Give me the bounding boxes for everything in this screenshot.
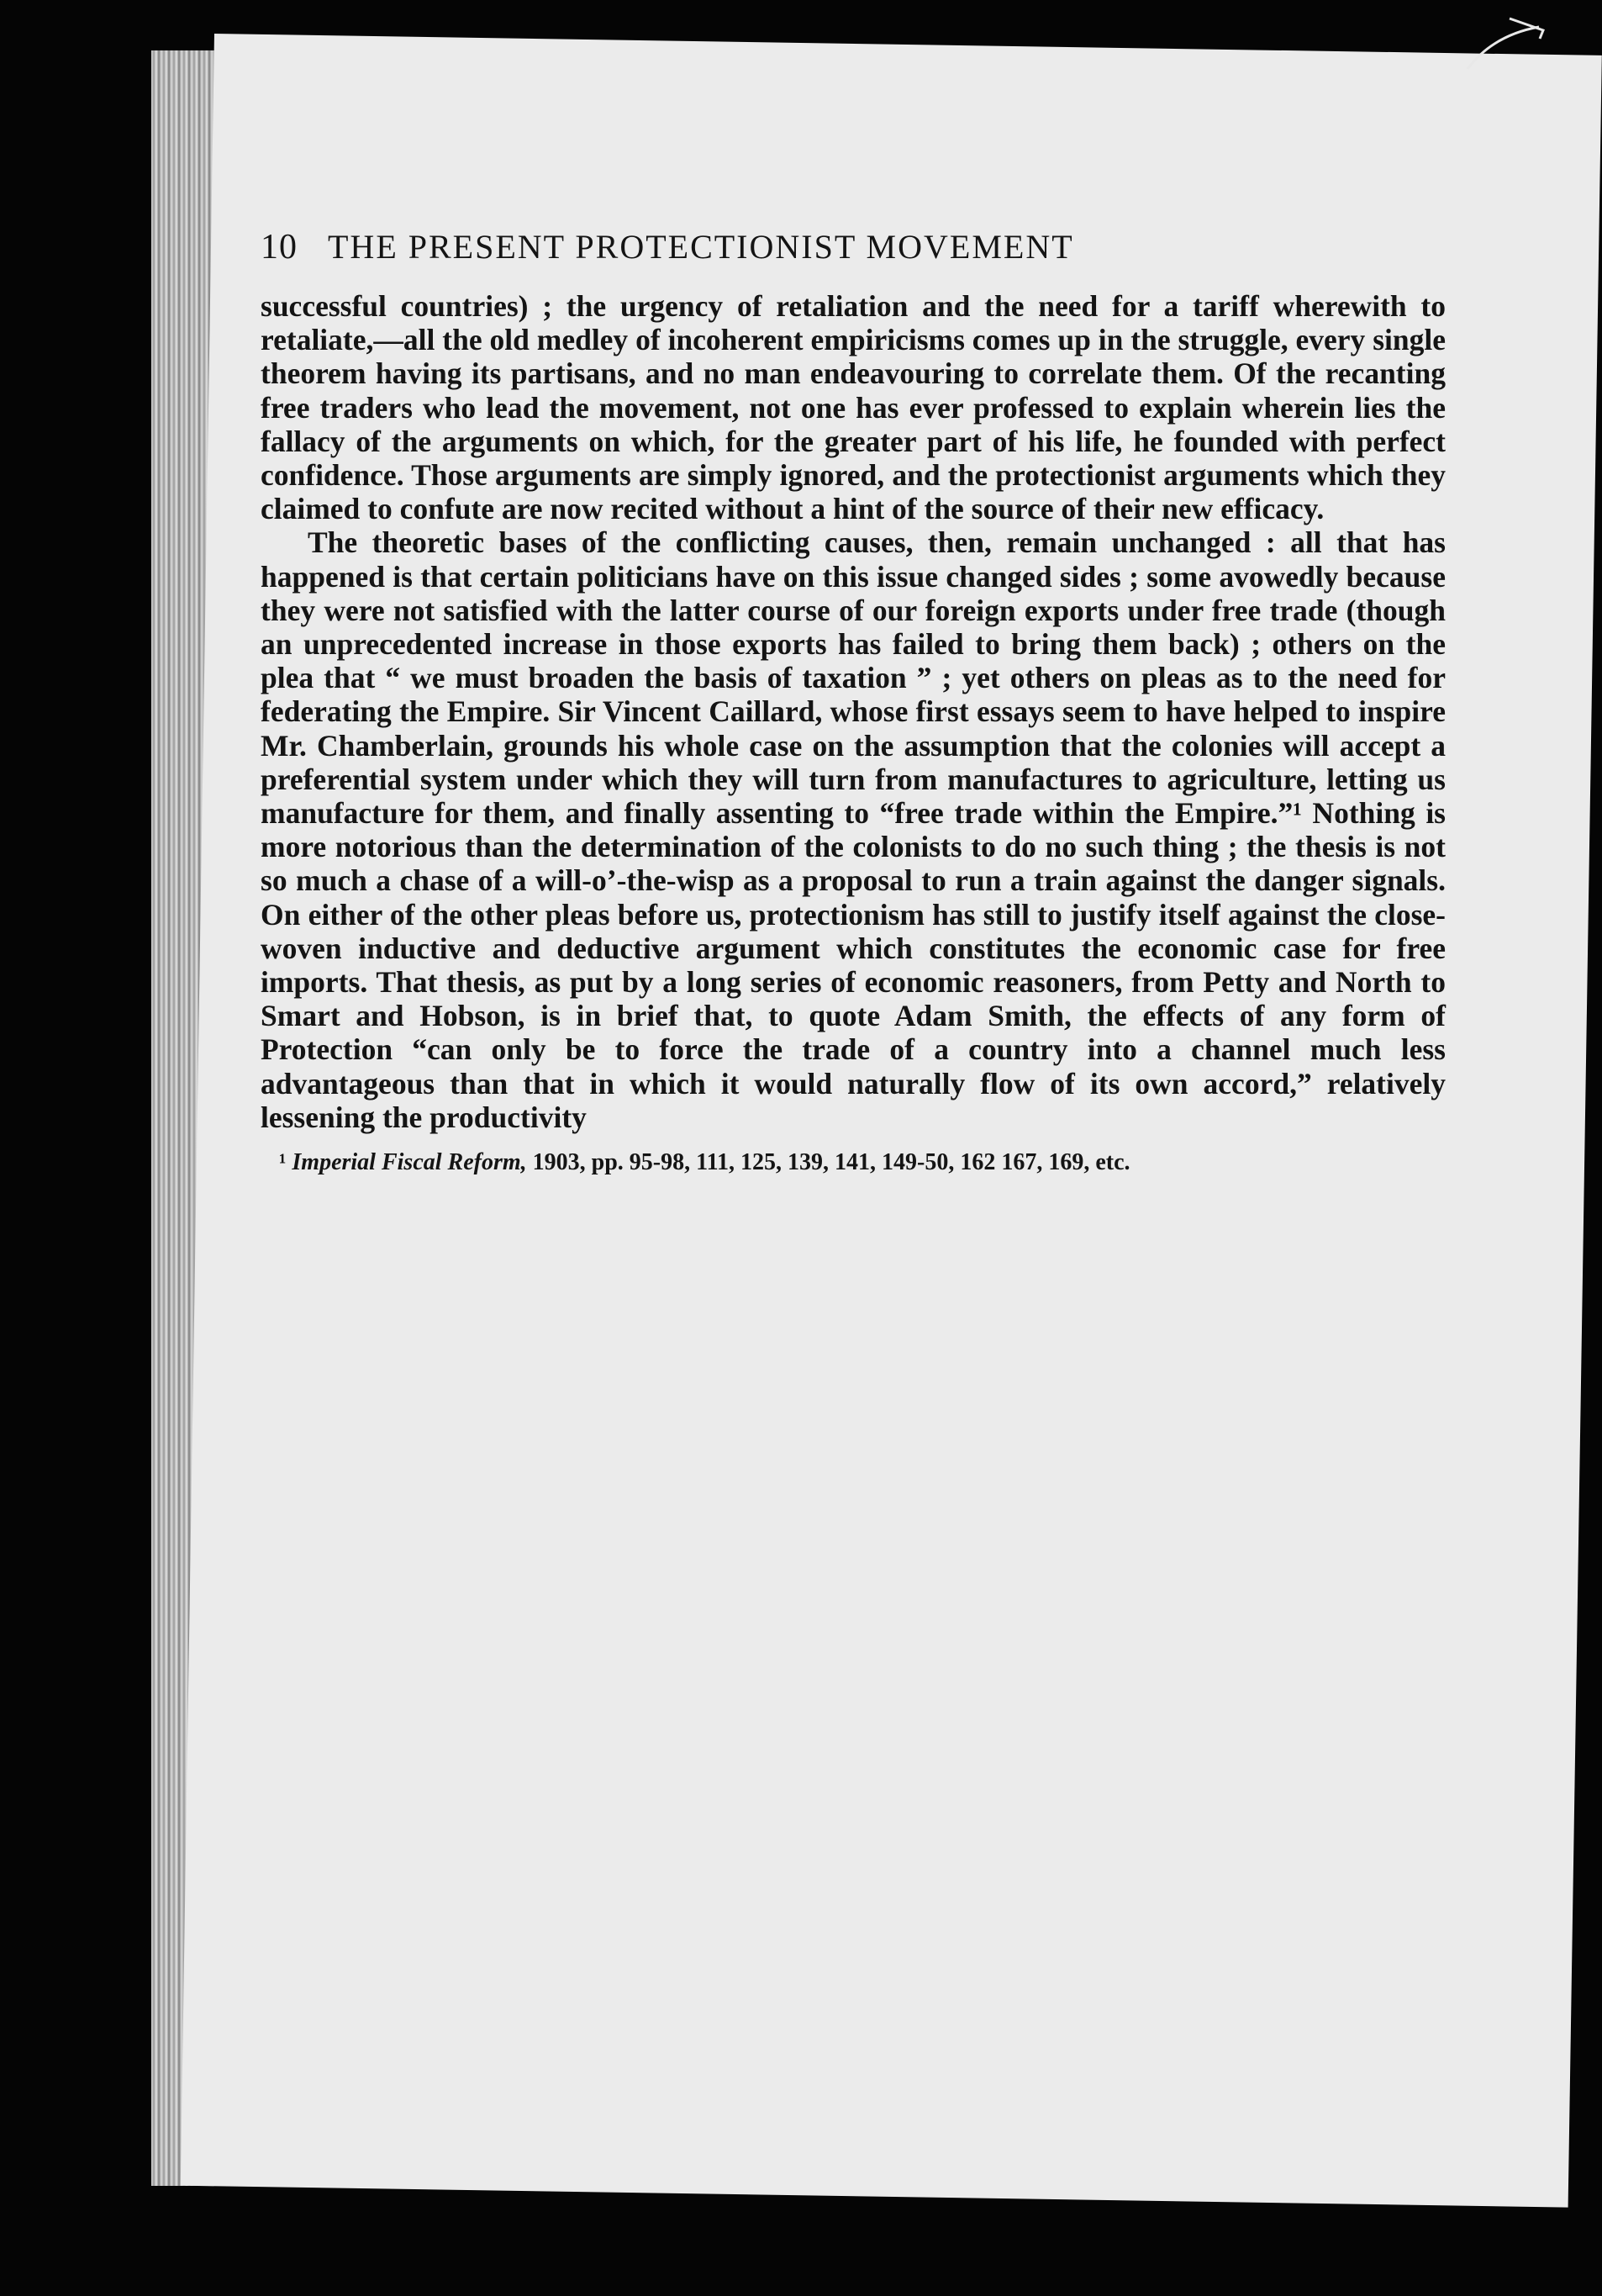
- footnote-text: 1903, pp. 95-98, 111, 125, 139, 141, 149-50, 162 167, 169, etc.: [532, 1149, 1130, 1176]
- page-content: [261, 227, 1446, 1176]
- footnote: [261, 1149, 1446, 1176]
- page-number: 10: [261, 228, 298, 267]
- page-header: [261, 227, 1446, 267]
- paragraph: successful countries) ; the urgency of retaliation and the need for a tariff wherewith to retaliate,—all the old medley of incoherent empiricisms comes up in the struggle, every single theorem having its partisans, and no man endeavouring to correlate them. Of the recanting free traders who lead the movement, not one has ever professed to explain wherein lies the fallacy of the arguments on which, for the greater part of his life, he founded with perfect confidence. Those arguments are simply ignored, and the protectionist arguments which they claimed to confute are now recited without a hint of the source of their new efficacy.: [261, 289, 1446, 526]
- footnote-title: Imperial Fiscal Reform,: [292, 1149, 527, 1176]
- paragraph: The theoretic bases of the conflicting causes, then, remain unchanged : all that has happened is that certain politicians have on this issue changed sides ; some avowedly because they were not satisfied with the latter course of our foreign exports under free trade (though an unprecedented increase in those exports has failed to bring them back) ; others on the plea that “ we must broaden the basis of taxation ” ; yet others on pleas as to the need for federating the Empire. Sir Vincent Caillard, whose first essays seem to have helped to inspire Mr. Chamberlain, grounds his whole case on the assumption that the colonies will accept a preferential system under which they will turn from manufactures to agriculture, letting us manufacture for them, and finally assenting to “free trade within the Empire.”¹ Nothing is more notorious than the determination of the colonists to do no such thing ; the thesis is not so much a chase of a will-o’-the-wisp as a proposal to run a train against the danger signals. On either of the other pleas before us, protectionism has still to justify itself against the close-woven inductive and deductive argument which constitutes the economic case for free imports. That thesis, as put by a long series of economic reasoners, from Petty and North to Smart and Hobson, is in brief that, to quote Adam Smith, the effects of any form of Protection “can only be to force the trade of a country into a channel much less advantageous than that in which it would naturally flow of its own accord,” relatively lessening the productivity: [261, 525, 1446, 1134]
- body-text: [261, 289, 1446, 1134]
- running-head: THE PRESENT PROTECTIONIST MOVEMENT: [328, 228, 1074, 266]
- page-corner-fold-mark: [1459, 10, 1552, 77]
- footnote-marker: ¹: [279, 1149, 287, 1176]
